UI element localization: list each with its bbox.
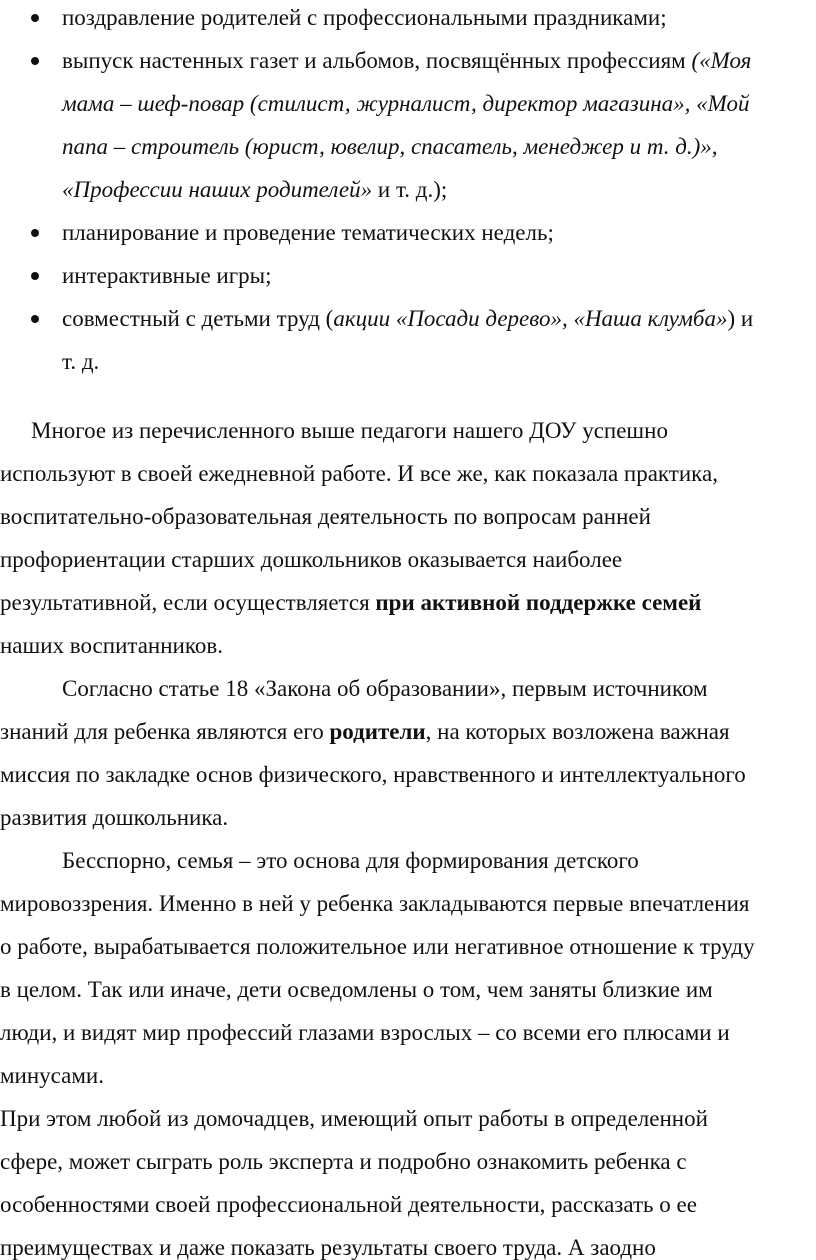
bullet-marker	[31, 272, 39, 280]
paragraph-2-line-3	[0, 763, 746, 786]
paragraph-1-line-6	[0, 634, 223, 657]
paragraph-text: развития дошкольника.	[0, 805, 229, 830]
paragraph-3-line-3	[0, 935, 755, 958]
bullet-marker	[31, 229, 39, 237]
paragraph-text-bold: родители	[329, 719, 426, 744]
paragraph-4-line-2	[0, 1150, 687, 1173]
paragraph-3-line-6	[0, 1064, 104, 1087]
bullet-item-5-line-2	[62, 350, 99, 373]
paragraph-1-line-1	[31, 419, 668, 442]
paragraph-text: миссия по закладке основ физического, нравственного и интеллектуального	[0, 762, 746, 787]
paragraph-text: особенностями своей профессиональной деятельности, рассказать о ее	[0, 1192, 697, 1217]
bullet-text-italic: папа – строитель (юрист, ювелир, спасатель, менеджер и т. д.)»,	[62, 134, 718, 159]
paragraph-3-line-1	[62, 849, 639, 872]
paragraph-text-bold: при активной поддержке семей	[375, 590, 702, 615]
bullet-item-2-line-2	[62, 92, 749, 115]
paragraph-3-line-2	[0, 892, 749, 915]
paragraph-3-line-4	[0, 978, 713, 1001]
paragraph-2-line-1	[62, 677, 708, 700]
bullet-marker	[31, 315, 39, 323]
paragraph-text: Многое из перечисленного выше педагоги нашего ДОУ успешно	[31, 418, 668, 443]
paragraph-text: результативной, если осуществляется	[0, 590, 376, 615]
bullet-item-2-line-4	[62, 178, 447, 201]
paragraph-1-line-2	[0, 462, 718, 485]
bullet-text-italic: «Профессии наших родителей»	[62, 177, 373, 202]
bullet-item-2-line-3	[62, 135, 718, 158]
bullet-item-4-line-1	[62, 264, 271, 287]
paragraph-text: в целом. Так или иначе, дети осведомлены о том, чем заняты близкие им	[0, 977, 713, 1002]
paragraph-text: знаний для ребенка являются его	[0, 719, 330, 744]
bullet-item-5-line-1	[62, 307, 753, 330]
paragraph-4-line-3	[0, 1193, 697, 1216]
paragraph-1-line-3	[0, 505, 651, 528]
paragraph-text: профориентации старших дошкольников оказывается наиболее	[0, 547, 623, 572]
bullet-text: совместный с детьми труд (	[62, 306, 334, 331]
paragraph-text: Согласно статье 18 «Закона об образовании», первым источником	[62, 676, 708, 701]
bullet-text-italic: акции «Посади дерево», «Наша клумба»	[333, 306, 728, 331]
bullet-text: планирование и проведение тематических недель;	[62, 220, 554, 245]
bullet-text-italic: («Моя	[691, 48, 752, 73]
paragraph-2-line-2	[0, 720, 730, 743]
paragraph-text: мировоззрения. Именно в ней у ребенка закладываются первые впечатления	[0, 891, 750, 916]
bullet-item-3-line-1	[62, 221, 554, 244]
paragraph-text: Бесспорно, семья – это основа для формирования детского	[62, 848, 639, 873]
paragraph-4-line-1	[0, 1107, 708, 1130]
paragraph-4-line-4	[0, 1236, 656, 1259]
bullet-text: поздравление родителей с профессиональными праздниками;	[62, 5, 667, 30]
paragraph-text: используют в своей ежедневной работе. И все же, как показала практика,	[0, 461, 718, 486]
paragraph-text: , на которых возложена важная	[425, 719, 730, 744]
bullet-marker	[31, 57, 39, 65]
paragraph-text: воспитательно-образовательная деятельность по вопросам ранней	[0, 504, 651, 529]
paragraph-1-line-4	[0, 548, 622, 571]
paragraph-text: наших воспитанников.	[0, 633, 223, 658]
bullet-item-2-line-1	[62, 49, 751, 72]
paragraph-1-line-5	[0, 591, 701, 614]
bullet-text: и т. д.);	[372, 177, 448, 202]
bullet-text: т. д.	[62, 349, 100, 374]
bullet-text-italic: мама – шеф-повар (стилист, журналист, директор магазина», «Мой	[62, 91, 750, 116]
bullet-text: интерактивные игры;	[62, 263, 272, 288]
paragraph-text: преимуществах и даже показать результаты своего труда. А заодно	[0, 1235, 656, 1260]
paragraph-text: сфере, может сыграть роль эксперта и подробно ознакомить ребенка с	[0, 1149, 687, 1174]
paragraph-2-line-4	[0, 806, 228, 829]
paragraph-text: люди, и видят мир профессий глазами взрослых – со всеми его плюсами и	[0, 1020, 730, 1045]
bullet-text: ) и	[727, 306, 754, 331]
bullet-marker	[31, 14, 39, 22]
bullet-text: выпуск настенных газет и альбомов, посвящённых профессиям	[62, 48, 692, 73]
bullet-item-1-line-1	[62, 6, 667, 29]
paragraph-text: При этом любой из домочадцев, имеющий опыт работы в определенной	[0, 1106, 708, 1131]
paragraph-text: минусами.	[0, 1063, 104, 1088]
paragraph-text: о работе, вырабатывается положительное или негативное отношение к труду	[0, 934, 755, 959]
paragraph-3-line-5	[0, 1021, 730, 1044]
